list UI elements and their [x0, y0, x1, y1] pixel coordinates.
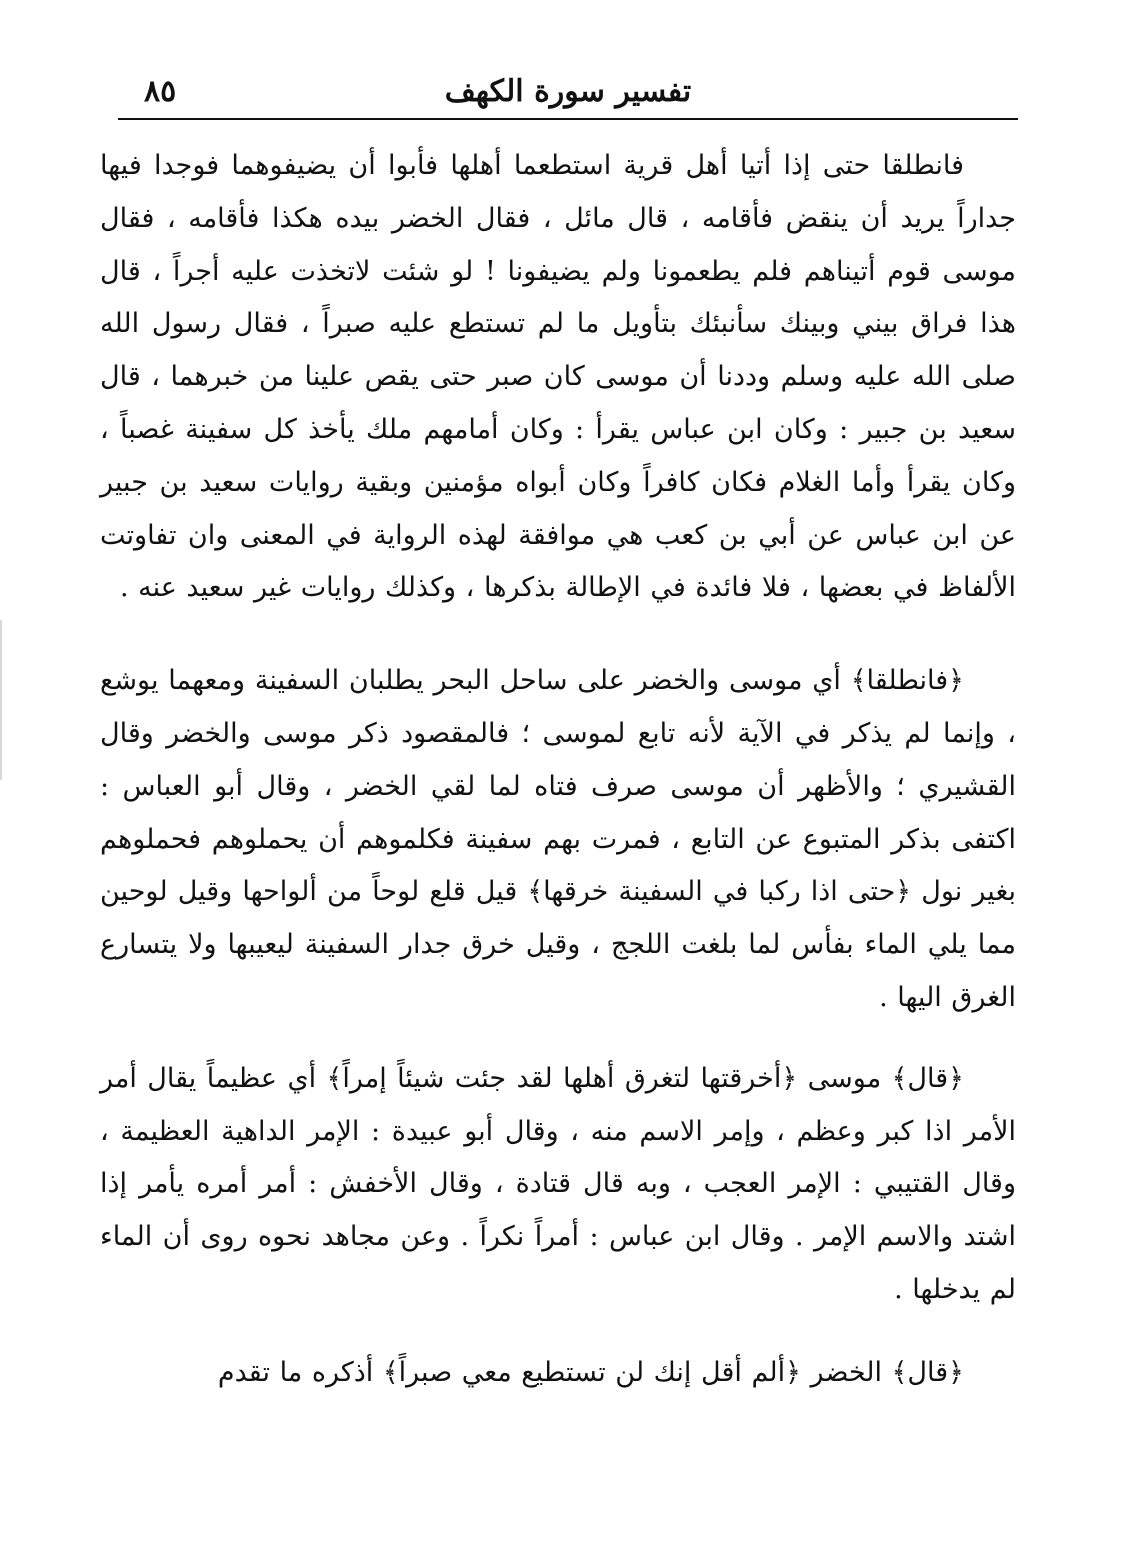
paragraph-4: ﴿قال﴾ الخضر ﴿ألم أقل إنك لن تستطيع معي صبراً﴾ أذكره ما تقدم [217, 1356, 964, 1388]
header-rule [118, 118, 1018, 120]
paragraph-1: فانطلقا حتى إذا أتيا أهل قرية استطعما أهلها فأبوا أن يضيفوهما فوجدا فيها جداراً يريد أن ينقض فأقامه ، قال مائل ، فقال الخضر بيده هكذا فأقامه ، فقال موسى قوم أتيناهم فلم يطعمونا ولم يضيفونا ! لو شئت لاتخذت عليه أجراً ، قال هذا فراق بيني وبينك سأنبئك بتأويل ما لم تستطع عليه صبراً ، فقال رسول الله صلى الله عليه وسلم وددنا أن موسى كان صبر حتى يقص علينا من خبرهما ، قال سعيد بن جبير : وكان ابن عباس يقرأ : وكان أمامهم ملك يأخذ كل سفينة غصباً ، وكان يقرأ وأما الغلام فكان كافراً وكان أبواه مؤمنين وبقية روايات سعيد بن جبير عن ابن عباس عن أبي بن كعب هي موافقة لهذه الرواية في المعنى وان تفاوتت الألفاظ في بعضها ، فلا فائدة في الإطالة بذكرها ، وكذلك روايات غير سعيد عنه . [100, 150, 1016, 604]
page-number: ٨٥ [144, 74, 177, 109]
paragraph-3: ﴿قال﴾ موسى ﴿أخرقتها لتغرق أهلها لقد جئت شيئاً إمراً﴾ أي عظيماً يقال أمر الأمر اذا كبر وعظم ، وإمر الاسم منه ، وقال أبو عبيدة : الإمر الداهية العظيمة ، وقال القتيبي : الإمر العجب ، وبه قال قتادة ، وقال الأخفش : أمر أمره يأمر إذا اشتد والاسم الإمر . وقال ابن عباس : أمراً نكراً . وعن مجاهد نحوه روى أن الماء لم يدخلها . [100, 1062, 1016, 1305]
page-header [118, 68, 1018, 118]
running-title: تفسير سورة الكهف [444, 74, 692, 109]
scan-edge-mark [0, 620, 2, 780]
paragraph-2: ﴿فانطلقا﴾ أي موسى والخضر على ساحل البحر يطلبان السفينة ومعهما يوشع ، وإنما لم يذكر في الآية لأنه تابع لموسى ؛ فالمقصود ذكر موسى والخضر وقال القشيري ؛ والأظهر أن موسى صرف فتاه لما لقي الخضر ، وقال أبو العباس : اكتفى بذكر المتبوع عن التابع ، فمرت بهم سفينة فكلموهم أن يحملوهم فحملوهم بغير نول ﴿حتى اذا ركبا في السفينة خرقها﴾ قيل قلع لوحاً من ألواحها وقيل لوحين مما يلي الماء بفأس لما بلغت اللجج ، وقيل خرق جدار السفينة ليعيبها ولا يتسارع الغرق اليها . [100, 665, 1016, 1013]
page-body [100, 140, 1016, 1400]
